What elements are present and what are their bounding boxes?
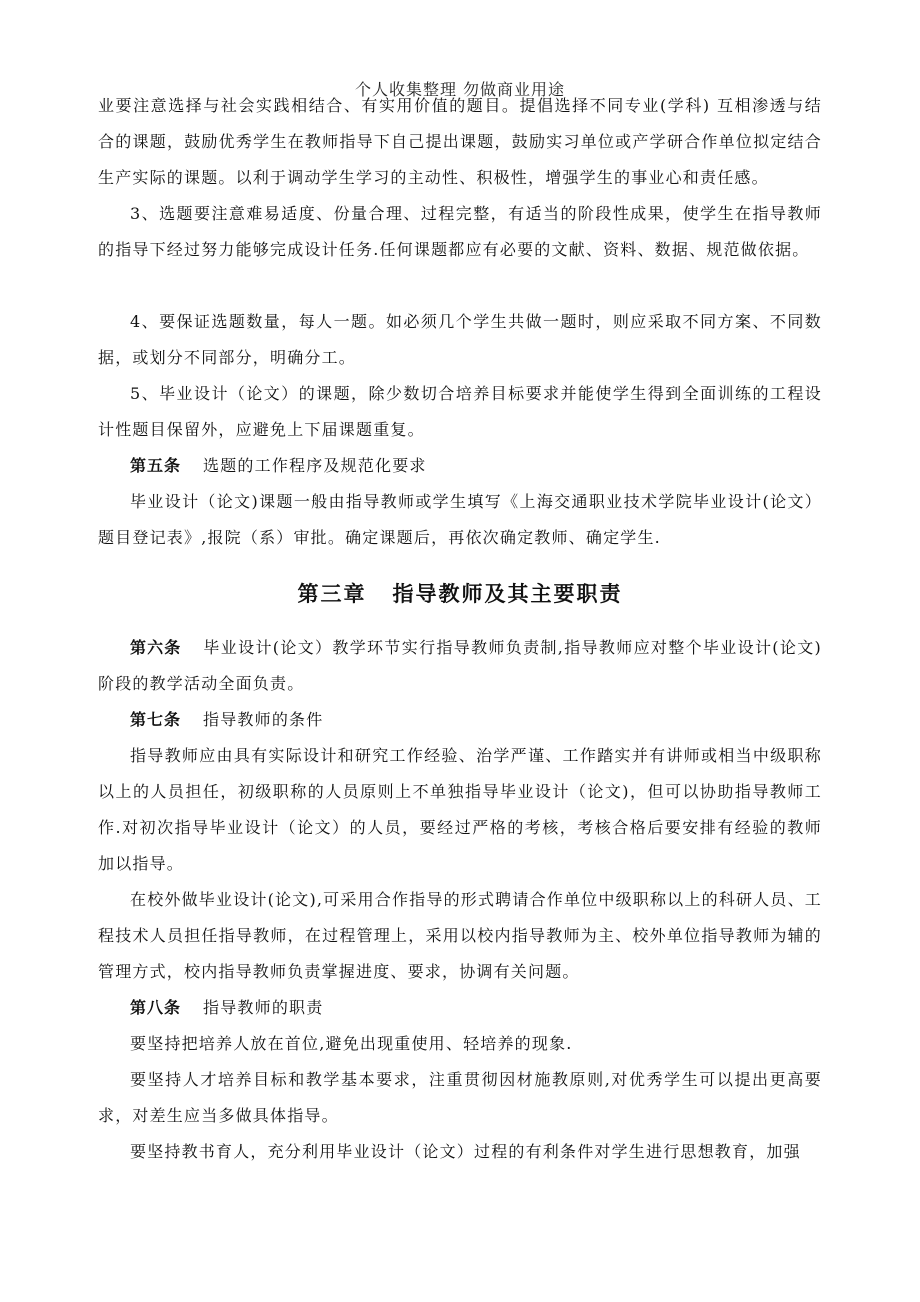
article-5-title: 选题的工作程序及规范化要求 [203,456,427,475]
chapter-heading [0,578,920,608]
article-5-heading [98,448,822,484]
chapter-title: 指导教师及其主要职责 [392,582,623,606]
article-6 [98,630,822,702]
paragraph-duty-1: 要坚持把培养人放在首位,避免出现重使用、轻培养的现象. [130,1034,573,1053]
paragraph-item-4: 4、要保证选题数量，每人一题。如必须几个学生共做一题时，则应采取不同方案、不同数据，或划分不同部分，明确分工。 [98,312,822,367]
article-5-label: 第五条 [130,456,182,475]
article-8-title: 指导教师的职责 [203,998,324,1017]
paragraph-item-3: 3、选题要注意难易适度、份量合理、过程完整，有适当的阶段性成果，使学生在指导教师的指导下经过努力能够完成设计任务.任何课题都应有必要的文献、资料、数据、规范做依据。 [98,204,822,259]
article-7-heading [98,702,822,738]
paragraph-teacher-qualifications: 指导教师应由具有实际设计和研究工作经验、治学严谨、工作踏实并有讲师或相当中级职称以上的人员担任，初级职称的人员原则上不单独指导毕业设计（论文)，但可以协助指导教师工作.对初次指导毕业设计（论文）的人员，要经过严格的考核，考核合格后要安排有经验的教师加以指导。 [98,746,822,873]
paragraph-duty-3: 要坚持教书育人，充分利用毕业设计（论文）过程的有利条件对学生进行思想教育，加强 [130,1142,801,1161]
article-6-text: 毕业设计(论文）教学环节实行指导教师负责制,指导教师应对整个毕业设计(论文)阶段的教学活动全面负责。 [98,638,822,693]
paragraph-topic-selection-continued: 业要注意选择与社会实践相结合、有实用价值的题目。提倡选择不同专业(学科) 互相渗透与结合的课题，鼓励优秀学生在教师指导下自己提出课题，鼓励实习单位或产学研合作单位拟定结合生产实际的课题。以利于调动学生学习的主动性、积极性，增强学生的事业心和责任感。 [98,96,822,187]
paragraph-duty-2: 要坚持人才培养目标和教学基本要求，注重贯彻因材施教原则,对优秀学生可以提出更高要求，对差生应当多做具体指导。 [98,1070,822,1125]
page-header-watermark: 个人收集整理 勿做商业用途 [354,80,566,99]
paragraph-item-5: 5、毕业设计（论文）的课题，除少数切合培养目标要求并能使学生得到全面训练的工程设计性题目保留外，应避免上下届课题重复。 [98,384,822,439]
article-6-label: 第六条 [130,638,182,657]
article-7-title: 指导教师的条件 [203,710,324,729]
article-8-label: 第八条 [130,998,182,1017]
article-8-heading [98,990,822,1026]
paragraph-selection-procedure: 毕业设计（论文)课题一般由指导教师或学生填写《上海交通职业技术学院毕业设计(论文）题目登记表》,报院（系）审批。确定课题后，再依次确定教师、确定学生. [98,492,822,547]
paragraph-external-supervision: 在校外做毕业设计(论文),可采用合作指导的形式聘请合作单位中级职称以上的科研人员、工程技术人员担任指导教师，在过程管理上，采用以校内指导教师为主、校外单位指导教师为辅的管理方式，校内指导教师负责掌握进度、要求，协调有关问题。 [98,890,822,981]
article-7-label: 第七条 [130,710,182,729]
chapter-number: 第三章 [297,582,367,606]
